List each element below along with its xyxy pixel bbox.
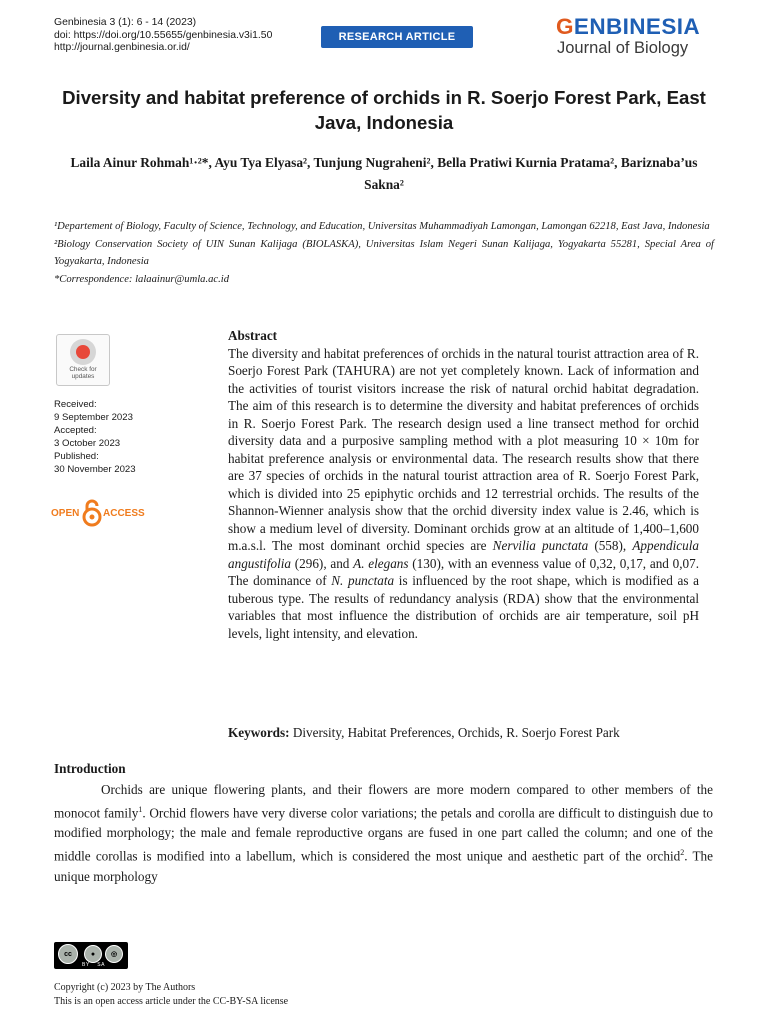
doi-link[interactable]: doi: https://doi.org/10.55655/genbinesia.v3i1.50 — [54, 29, 273, 41]
keywords-label: Keywords: — [228, 725, 290, 740]
citation-text: Genbinesia 3 (1): 6 - 14 (2023) — [54, 17, 197, 28]
published-label: Published: — [54, 450, 99, 462]
journal-url-link[interactable]: http://journal.genbinesia.or.id/ — [54, 42, 190, 53]
cc-labels: BY SA — [82, 962, 105, 968]
license-note: This is an open access article under the CC-BY-SA license — [54, 995, 289, 1007]
check-for-updates-button[interactable] — [56, 334, 110, 386]
correspondence[interactable]: *Correspondence: lalaainur@umla.ac.id — [54, 273, 230, 285]
copyright-line: Copyright (c) 2023 by The Authors — [54, 982, 196, 993]
received-label: Received: — [54, 399, 97, 410]
abstract-heading: Abstract — [228, 328, 278, 343]
affiliation-2: ²Biology Conservation Society of UIN Sunan Kalijaga (BIOLASKA), Universitas Islam Negeri Sunan Kalijaga, Yogyakarta 55281, Special Area of Yogyakarta, Indonesia — [54, 238, 714, 267]
introduction-heading: Introduction — [54, 761, 126, 776]
logo-subtitle: Journal of Biology — [557, 39, 689, 57]
abstract-section — [228, 327, 699, 642]
accepted-date: 3 October 2023 — [54, 437, 121, 449]
open-lock-icon — [81, 499, 103, 527]
logo-wordmark — [556, 14, 700, 40]
logo-g: G — [556, 14, 574, 39]
check-for-updates-label: Check for updates — [69, 366, 97, 380]
author-list: Laila Ainur Rohmah¹·²*, Ayu Tya Elyasa², Tunjung Nugraheni², Bella Pratiwi Kurnia Pratama², Bariznaba’us Sakna² — [70, 155, 698, 192]
species-name: A. elegans — [353, 555, 409, 571]
publication-dates — [54, 399, 136, 476]
open-label: OPEN — [51, 508, 80, 519]
crossmark-icon — [70, 339, 96, 365]
introduction-text: Orchids are unique flowering plants, and their flowers are more modern compared to other members of the monocot family$^1$. Orchid flowers have very diverse color variations; the petals and corolla are difficult to distinguish due to modified morphology; the male and female reproductive organs are fused in one part called the column; and one of the middle corollas is modified into a labellum, which is considered the most unique and aesthetic part of the orchid$^2$. The unique morphology — [54, 782, 713, 884]
species-name: Appendicula angustifolia — [228, 538, 699, 571]
reference-1[interactable]: 1 — [138, 805, 143, 814]
keywords-text: Diversity, Habitat Preferences, Orchids, R. Soerjo Forest Park — [289, 725, 620, 740]
accepted-label: Accepted: — [54, 424, 97, 436]
logo-rest: ENBINESIA — [573, 14, 701, 39]
article-type-badge: RESEARCH ARTICLE — [321, 26, 473, 48]
license-text — [54, 981, 288, 1008]
open-access-logo — [51, 497, 161, 527]
paper-title: Diversity and habitat preference of orchids in R. Soerjo Forest Park, East Java, Indonesia — [62, 87, 706, 133]
species-name: N. punctata — [331, 573, 395, 588]
access-label: ACCESS — [103, 508, 145, 519]
affiliations — [54, 218, 714, 288]
published-date: 30 November 2023 — [54, 463, 136, 475]
abstract-text: The diversity and habitat preferences of orchids in the natural tourist attraction area of R. Soerjo Forest Park (TAHURA) are not yet completely known. Lack of information and the activities of tourist visitors increase the risk of natural orchid habitat degradation. The aim of this research is to determine the diversity and habitat preferences of orchids in R. Soerjo Forest Park. The research design used a line transect method for orchid diversity data and a purposive sampling method with a plot measuring 10 × 10m for habitat preference analysis or environmental data. The research results show that there are 37 species of orchids in the natural tourist attraction area of R. Soerjo Forest Park, which is divided into 25 epiphytic orchids and 12 terrestrial orchids. The results of the Shannon-Wienner analysis show that the orchid diversity index value is 2.46, which is show a medium level of diversity. Dominant orchids grow at an altitude of 1,400–1,600 m.a.s.l. The most dominant orchid species are Nervilia punctata (558), Appendicula angustifolia (296), and A. elegans (130), with an evenness value of 0,32, 0,17, and 0,07. The dominance of N. punctata is influenced by the root shape, which is modified as a tuberous type. The results of redundancy analysis (RDA) show that the environmental variables that most influence the distribution of orchids are air temperature, soil pH levels, light intensity, and elevation. — [228, 345, 699, 641]
cc-by-sa-badge[interactable] — [54, 942, 128, 969]
journal-citation-block — [54, 17, 272, 55]
cc-icon: cc — [58, 944, 78, 964]
share-alike-icon: ◎ — [105, 945, 123, 963]
reference-2[interactable]: 2 — [680, 848, 685, 858]
keywords-line — [228, 724, 708, 741]
affiliation-1: ¹Departement of Biology, Faculty of Science, Technology, and Education, Universitas Muhammadiyah Lamongan, Lamongan 62218, East Java, Indonesia — [54, 221, 710, 232]
journal-logo[interactable] — [556, 14, 716, 60]
species-name: Nervilia punctata — [492, 538, 589, 553]
by-person-icon: ● — [84, 945, 102, 963]
received-date: 9 September 2023 — [54, 411, 133, 423]
